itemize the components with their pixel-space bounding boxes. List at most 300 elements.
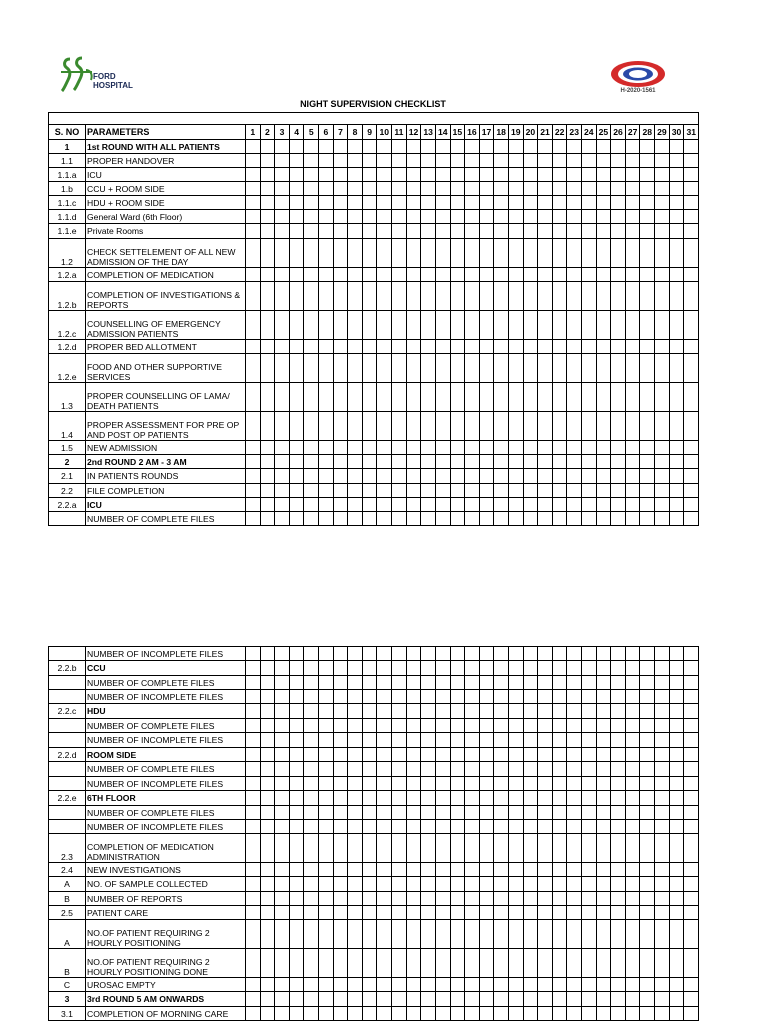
day-cell[interactable]	[450, 777, 465, 791]
day-cell[interactable]	[611, 154, 626, 168]
day-cell[interactable]	[362, 210, 377, 224]
day-cell[interactable]	[552, 224, 567, 239]
day-cell[interactable]	[289, 690, 304, 704]
day-cell[interactable]	[684, 340, 699, 354]
day-cell[interactable]	[362, 806, 377, 820]
day-cell[interactable]	[465, 354, 480, 383]
day-cell[interactable]	[523, 647, 538, 661]
day-cell[interactable]	[421, 820, 436, 834]
day-cell[interactable]	[582, 1007, 597, 1021]
day-cell[interactable]	[538, 920, 553, 949]
day-cell[interactable]	[435, 210, 450, 224]
day-cell[interactable]	[655, 806, 670, 820]
day-cell[interactable]	[640, 383, 655, 412]
day-cell[interactable]	[479, 992, 494, 1007]
day-cell[interactable]	[494, 182, 509, 196]
day-cell[interactable]	[523, 676, 538, 690]
day-cell[interactable]	[538, 762, 553, 777]
day-cell[interactable]	[508, 354, 523, 383]
day-cell[interactable]	[523, 704, 538, 719]
day-cell[interactable]	[684, 647, 699, 661]
day-cell[interactable]	[669, 154, 684, 168]
day-cell[interactable]	[538, 154, 553, 168]
day-cell[interactable]	[246, 920, 261, 949]
day-cell[interactable]	[246, 182, 261, 196]
day-cell[interactable]	[377, 949, 392, 978]
day-cell[interactable]	[435, 182, 450, 196]
day-cell[interactable]	[450, 978, 465, 992]
day-cell[interactable]	[655, 340, 670, 354]
day-cell[interactable]	[625, 892, 640, 906]
day-cell[interactable]	[684, 978, 699, 992]
day-cell[interactable]	[319, 469, 334, 484]
day-cell[interactable]	[392, 748, 407, 762]
day-cell[interactable]	[348, 412, 363, 441]
day-cell[interactable]	[392, 690, 407, 704]
day-cell[interactable]	[465, 383, 480, 412]
day-cell[interactable]	[377, 834, 392, 863]
day-cell[interactable]	[319, 704, 334, 719]
day-cell[interactable]	[567, 676, 582, 690]
day-cell[interactable]	[362, 733, 377, 748]
day-cell[interactable]	[289, 455, 304, 469]
day-cell[interactable]	[260, 354, 275, 383]
day-cell[interactable]	[611, 834, 626, 863]
day-cell[interactable]	[625, 282, 640, 311]
day-cell[interactable]	[304, 498, 319, 512]
day-cell[interactable]	[523, 354, 538, 383]
day-cell[interactable]	[450, 455, 465, 469]
day-cell[interactable]	[494, 806, 509, 820]
day-cell[interactable]	[523, 733, 538, 748]
day-cell[interactable]	[304, 340, 319, 354]
day-cell[interactable]	[508, 268, 523, 282]
day-cell[interactable]	[421, 354, 436, 383]
day-cell[interactable]	[246, 690, 261, 704]
day-cell[interactable]	[260, 733, 275, 748]
day-cell[interactable]	[333, 154, 348, 168]
day-cell[interactable]	[479, 210, 494, 224]
day-cell[interactable]	[552, 239, 567, 268]
day-cell[interactable]	[333, 863, 348, 877]
day-cell[interactable]	[567, 311, 582, 340]
day-cell[interactable]	[392, 168, 407, 182]
day-cell[interactable]	[377, 140, 392, 154]
day-cell[interactable]	[435, 892, 450, 906]
day-cell[interactable]	[567, 239, 582, 268]
day-cell[interactable]	[465, 140, 480, 154]
day-cell[interactable]	[625, 498, 640, 512]
day-cell[interactable]	[275, 690, 290, 704]
day-cell[interactable]	[567, 992, 582, 1007]
day-cell[interactable]	[625, 647, 640, 661]
day-cell[interactable]	[508, 282, 523, 311]
day-cell[interactable]	[275, 224, 290, 239]
day-cell[interactable]	[640, 978, 655, 992]
day-cell[interactable]	[523, 512, 538, 526]
day-cell[interactable]	[684, 719, 699, 733]
day-cell[interactable]	[450, 704, 465, 719]
day-cell[interactable]	[684, 820, 699, 834]
day-cell[interactable]	[479, 282, 494, 311]
day-cell[interactable]	[289, 834, 304, 863]
day-cell[interactable]	[508, 992, 523, 1007]
day-cell[interactable]	[465, 748, 480, 762]
day-cell[interactable]	[377, 704, 392, 719]
day-cell[interactable]	[669, 748, 684, 762]
day-cell[interactable]	[596, 777, 611, 791]
day-cell[interactable]	[275, 820, 290, 834]
day-cell[interactable]	[552, 704, 567, 719]
day-cell[interactable]	[435, 1007, 450, 1021]
day-cell[interactable]	[333, 354, 348, 383]
day-cell[interactable]	[479, 834, 494, 863]
day-cell[interactable]	[494, 282, 509, 311]
day-cell[interactable]	[494, 748, 509, 762]
day-cell[interactable]	[582, 455, 597, 469]
day-cell[interactable]	[494, 412, 509, 441]
day-cell[interactable]	[260, 863, 275, 877]
day-cell[interactable]	[377, 906, 392, 920]
day-cell[interactable]	[362, 820, 377, 834]
day-cell[interactable]	[406, 906, 421, 920]
day-cell[interactable]	[552, 806, 567, 820]
day-cell[interactable]	[421, 892, 436, 906]
day-cell[interactable]	[304, 268, 319, 282]
day-cell[interactable]	[289, 282, 304, 311]
day-cell[interactable]	[421, 140, 436, 154]
day-cell[interactable]	[435, 748, 450, 762]
day-cell[interactable]	[450, 733, 465, 748]
day-cell[interactable]	[567, 806, 582, 820]
day-cell[interactable]	[246, 239, 261, 268]
day-cell[interactable]	[669, 719, 684, 733]
day-cell[interactable]	[684, 168, 699, 182]
day-cell[interactable]	[348, 892, 363, 906]
day-cell[interactable]	[611, 733, 626, 748]
day-cell[interactable]	[435, 311, 450, 340]
day-cell[interactable]	[465, 239, 480, 268]
day-cell[interactable]	[333, 661, 348, 676]
day-cell[interactable]	[582, 762, 597, 777]
day-cell[interactable]	[552, 441, 567, 455]
day-cell[interactable]	[494, 733, 509, 748]
day-cell[interactable]	[450, 992, 465, 1007]
day-cell[interactable]	[289, 469, 304, 484]
day-cell[interactable]	[333, 647, 348, 661]
day-cell[interactable]	[508, 498, 523, 512]
day-cell[interactable]	[333, 282, 348, 311]
day-cell[interactable]	[377, 441, 392, 455]
day-cell[interactable]	[319, 661, 334, 676]
day-cell[interactable]	[304, 282, 319, 311]
day-cell[interactable]	[596, 182, 611, 196]
day-cell[interactable]	[479, 949, 494, 978]
day-cell[interactable]	[640, 906, 655, 920]
day-cell[interactable]	[333, 834, 348, 863]
day-cell[interactable]	[289, 311, 304, 340]
day-cell[interactable]	[275, 168, 290, 182]
day-cell[interactable]	[596, 748, 611, 762]
day-cell[interactable]	[406, 210, 421, 224]
day-cell[interactable]	[655, 182, 670, 196]
day-cell[interactable]	[552, 1007, 567, 1021]
day-cell[interactable]	[362, 196, 377, 210]
day-cell[interactable]	[421, 224, 436, 239]
day-cell[interactable]	[465, 820, 480, 834]
day-cell[interactable]	[333, 268, 348, 282]
day-cell[interactable]	[289, 1007, 304, 1021]
day-cell[interactable]	[304, 690, 319, 704]
day-cell[interactable]	[319, 196, 334, 210]
day-cell[interactable]	[523, 168, 538, 182]
day-cell[interactable]	[494, 441, 509, 455]
day-cell[interactable]	[275, 806, 290, 820]
day-cell[interactable]	[625, 820, 640, 834]
day-cell[interactable]	[362, 282, 377, 311]
day-cell[interactable]	[508, 704, 523, 719]
day-cell[interactable]	[392, 834, 407, 863]
day-cell[interactable]	[465, 268, 480, 282]
day-cell[interactable]	[362, 762, 377, 777]
day-cell[interactable]	[494, 906, 509, 920]
day-cell[interactable]	[333, 877, 348, 892]
day-cell[interactable]	[246, 791, 261, 806]
day-cell[interactable]	[435, 268, 450, 282]
day-cell[interactable]	[275, 512, 290, 526]
day-cell[interactable]	[392, 484, 407, 498]
day-cell[interactable]	[669, 383, 684, 412]
day-cell[interactable]	[435, 690, 450, 704]
day-cell[interactable]	[275, 282, 290, 311]
day-cell[interactable]	[377, 498, 392, 512]
day-cell[interactable]	[669, 412, 684, 441]
day-cell[interactable]	[392, 647, 407, 661]
day-cell[interactable]	[362, 877, 377, 892]
day-cell[interactable]	[611, 311, 626, 340]
day-cell[interactable]	[450, 820, 465, 834]
day-cell[interactable]	[465, 168, 480, 182]
day-cell[interactable]	[523, 412, 538, 441]
day-cell[interactable]	[348, 512, 363, 526]
day-cell[interactable]	[567, 892, 582, 906]
day-cell[interactable]	[406, 498, 421, 512]
day-cell[interactable]	[421, 661, 436, 676]
day-cell[interactable]	[669, 224, 684, 239]
day-cell[interactable]	[450, 762, 465, 777]
day-cell[interactable]	[260, 834, 275, 863]
day-cell[interactable]	[523, 863, 538, 877]
day-cell[interactable]	[684, 498, 699, 512]
day-cell[interactable]	[333, 498, 348, 512]
day-cell[interactable]	[421, 383, 436, 412]
day-cell[interactable]	[362, 512, 377, 526]
day-cell[interactable]	[275, 834, 290, 863]
day-cell[interactable]	[684, 920, 699, 949]
day-cell[interactable]	[304, 791, 319, 806]
day-cell[interactable]	[377, 647, 392, 661]
day-cell[interactable]	[275, 992, 290, 1007]
day-cell[interactable]	[567, 949, 582, 978]
day-cell[interactable]	[538, 354, 553, 383]
day-cell[interactable]	[421, 182, 436, 196]
day-cell[interactable]	[508, 512, 523, 526]
day-cell[interactable]	[684, 863, 699, 877]
day-cell[interactable]	[275, 196, 290, 210]
day-cell[interactable]	[377, 748, 392, 762]
day-cell[interactable]	[319, 834, 334, 863]
day-cell[interactable]	[567, 877, 582, 892]
day-cell[interactable]	[567, 690, 582, 704]
day-cell[interactable]	[596, 383, 611, 412]
day-cell[interactable]	[567, 647, 582, 661]
day-cell[interactable]	[538, 791, 553, 806]
day-cell[interactable]	[289, 354, 304, 383]
day-cell[interactable]	[669, 498, 684, 512]
day-cell[interactable]	[655, 906, 670, 920]
day-cell[interactable]	[538, 412, 553, 441]
day-cell[interactable]	[582, 647, 597, 661]
day-cell[interactable]	[289, 168, 304, 182]
day-cell[interactable]	[538, 484, 553, 498]
day-cell[interactable]	[246, 268, 261, 282]
day-cell[interactable]	[655, 777, 670, 791]
day-cell[interactable]	[669, 733, 684, 748]
day-cell[interactable]	[392, 268, 407, 282]
day-cell[interactable]	[289, 498, 304, 512]
day-cell[interactable]	[275, 647, 290, 661]
day-cell[interactable]	[260, 748, 275, 762]
day-cell[interactable]	[260, 182, 275, 196]
day-cell[interactable]	[567, 512, 582, 526]
day-cell[interactable]	[596, 196, 611, 210]
day-cell[interactable]	[319, 498, 334, 512]
day-cell[interactable]	[377, 282, 392, 311]
day-cell[interactable]	[275, 498, 290, 512]
day-cell[interactable]	[289, 210, 304, 224]
day-cell[interactable]	[523, 791, 538, 806]
day-cell[interactable]	[421, 469, 436, 484]
day-cell[interactable]	[669, 820, 684, 834]
day-cell[interactable]	[640, 469, 655, 484]
day-cell[interactable]	[684, 676, 699, 690]
day-cell[interactable]	[567, 268, 582, 282]
day-cell[interactable]	[348, 762, 363, 777]
day-cell[interactable]	[552, 210, 567, 224]
day-cell[interactable]	[246, 455, 261, 469]
day-cell[interactable]	[567, 182, 582, 196]
day-cell[interactable]	[333, 920, 348, 949]
day-cell[interactable]	[392, 469, 407, 484]
day-cell[interactable]	[246, 282, 261, 311]
day-cell[interactable]	[552, 647, 567, 661]
day-cell[interactable]	[567, 282, 582, 311]
day-cell[interactable]	[494, 484, 509, 498]
day-cell[interactable]	[362, 777, 377, 791]
day-cell[interactable]	[508, 140, 523, 154]
day-cell[interactable]	[377, 196, 392, 210]
day-cell[interactable]	[655, 762, 670, 777]
day-cell[interactable]	[640, 877, 655, 892]
day-cell[interactable]	[435, 777, 450, 791]
day-cell[interactable]	[392, 340, 407, 354]
day-cell[interactable]	[435, 441, 450, 455]
day-cell[interactable]	[304, 441, 319, 455]
day-cell[interactable]	[392, 762, 407, 777]
day-cell[interactable]	[508, 806, 523, 820]
day-cell[interactable]	[625, 777, 640, 791]
day-cell[interactable]	[333, 992, 348, 1007]
day-cell[interactable]	[523, 719, 538, 733]
day-cell[interactable]	[348, 777, 363, 791]
day-cell[interactable]	[348, 820, 363, 834]
day-cell[interactable]	[319, 383, 334, 412]
day-cell[interactable]	[304, 383, 319, 412]
day-cell[interactable]	[392, 140, 407, 154]
day-cell[interactable]	[494, 676, 509, 690]
day-cell[interactable]	[362, 182, 377, 196]
day-cell[interactable]	[494, 383, 509, 412]
day-cell[interactable]	[508, 661, 523, 676]
day-cell[interactable]	[406, 863, 421, 877]
day-cell[interactable]	[538, 978, 553, 992]
day-cell[interactable]	[655, 791, 670, 806]
day-cell[interactable]	[611, 877, 626, 892]
day-cell[interactable]	[479, 863, 494, 877]
day-cell[interactable]	[289, 340, 304, 354]
day-cell[interactable]	[377, 268, 392, 282]
day-cell[interactable]	[406, 920, 421, 949]
day-cell[interactable]	[684, 210, 699, 224]
day-cell[interactable]	[596, 834, 611, 863]
day-cell[interactable]	[289, 762, 304, 777]
day-cell[interactable]	[567, 777, 582, 791]
day-cell[interactable]	[582, 834, 597, 863]
day-cell[interactable]	[596, 647, 611, 661]
day-cell[interactable]	[669, 354, 684, 383]
day-cell[interactable]	[582, 140, 597, 154]
day-cell[interactable]	[669, 906, 684, 920]
day-cell[interactable]	[362, 647, 377, 661]
day-cell[interactable]	[669, 863, 684, 877]
day-cell[interactable]	[260, 806, 275, 820]
day-cell[interactable]	[582, 196, 597, 210]
day-cell[interactable]	[494, 469, 509, 484]
day-cell[interactable]	[508, 892, 523, 906]
day-cell[interactable]	[523, 455, 538, 469]
day-cell[interactable]	[655, 484, 670, 498]
day-cell[interactable]	[552, 498, 567, 512]
day-cell[interactable]	[494, 239, 509, 268]
day-cell[interactable]	[289, 892, 304, 906]
day-cell[interactable]	[333, 1007, 348, 1021]
day-cell[interactable]	[494, 762, 509, 777]
day-cell[interactable]	[435, 140, 450, 154]
day-cell[interactable]	[450, 168, 465, 182]
day-cell[interactable]	[465, 512, 480, 526]
day-cell[interactable]	[465, 733, 480, 748]
day-cell[interactable]	[552, 282, 567, 311]
day-cell[interactable]	[538, 268, 553, 282]
day-cell[interactable]	[567, 412, 582, 441]
day-cell[interactable]	[582, 791, 597, 806]
day-cell[interactable]	[289, 791, 304, 806]
day-cell[interactable]	[333, 196, 348, 210]
day-cell[interactable]	[552, 992, 567, 1007]
day-cell[interactable]	[319, 512, 334, 526]
day-cell[interactable]	[260, 949, 275, 978]
day-cell[interactable]	[479, 791, 494, 806]
